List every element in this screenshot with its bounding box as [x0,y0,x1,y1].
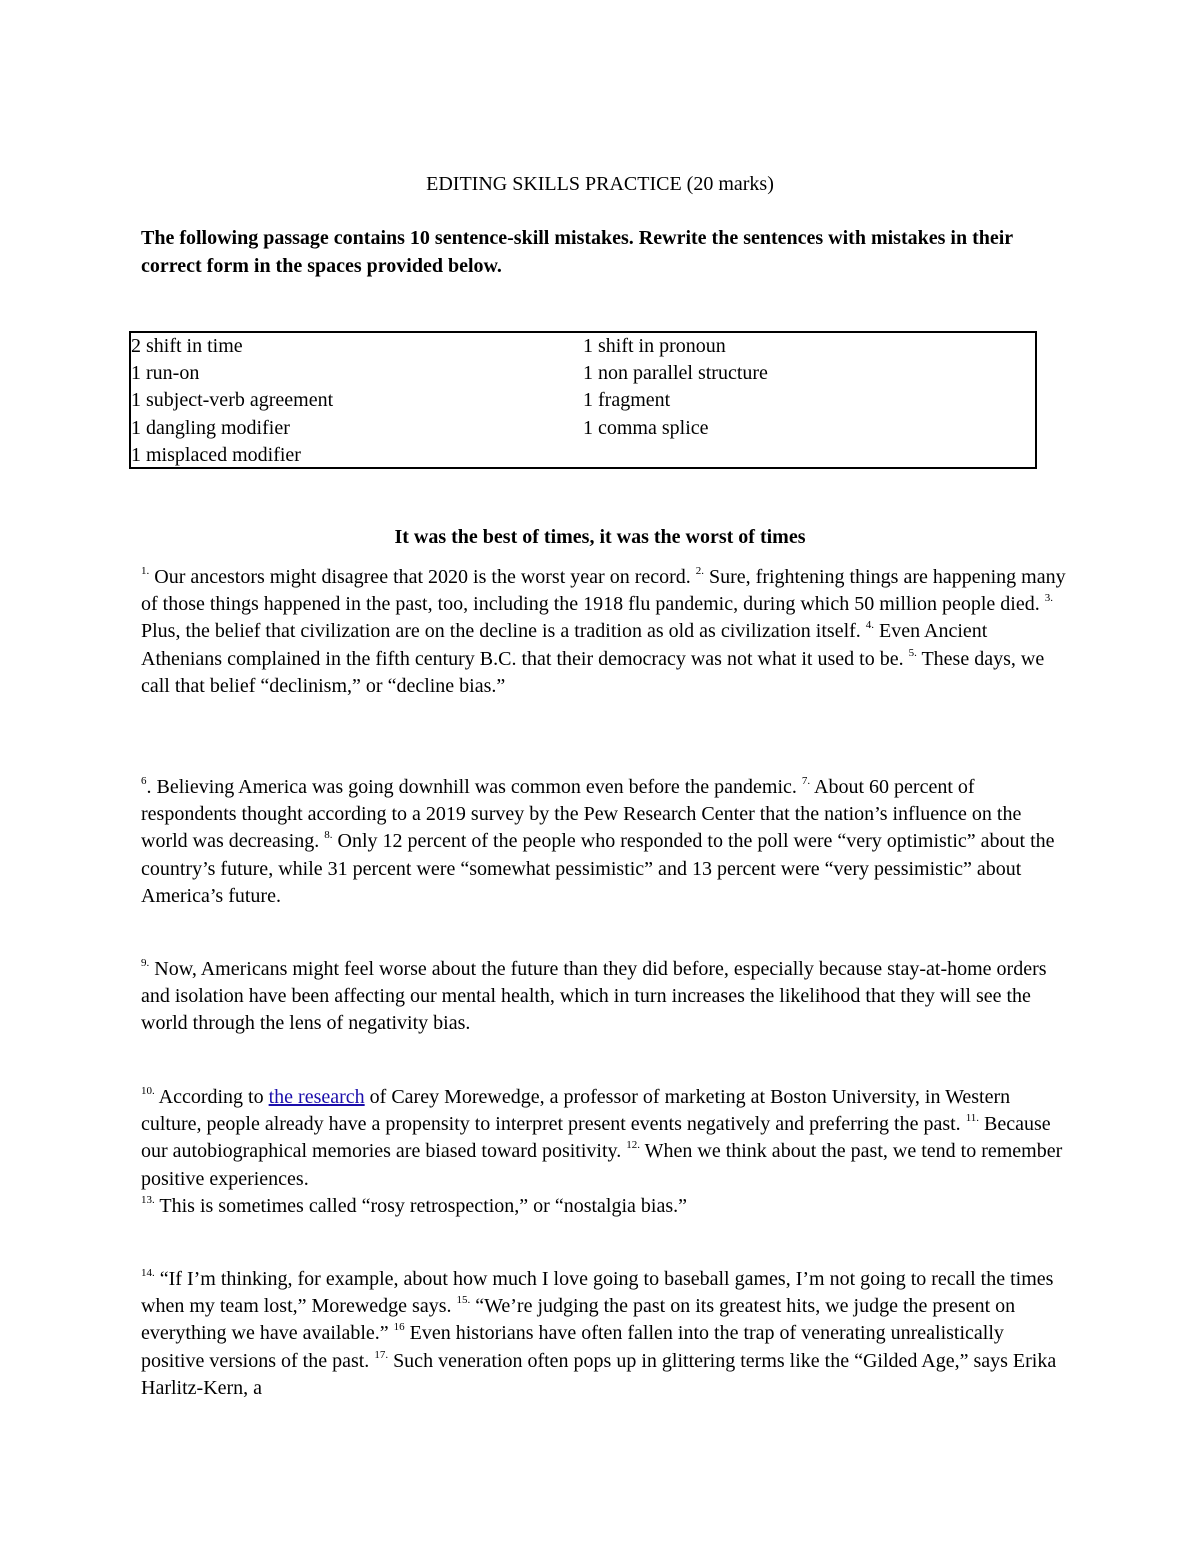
sentence: Only 12 percent of the people who responded to the poll were “very optimistic” about the country’s future, while 31 percent were “somewhat pessimistic” and 13 percent were “very pessimistic” about America’s future. [141,830,1055,907]
mistake-list-right [583,333,768,442]
sentence-number: 14. [141,1267,155,1280]
sentence: These days, we call that belief “declinism,” or “decline bias.” [141,647,1045,697]
sentence: . Believing America was going downhill was common even before the pandemic. [146,776,802,798]
sentence-number: 4. [865,619,875,632]
sentence-number: 6 [141,775,147,788]
sentence-number: 7. [801,775,811,788]
paragraph-5 [141,1266,1066,1402]
sentence-number: 2. [695,565,705,578]
passage-title: It was the best of times, it was the worst of times [394,526,806,548]
sentence: This is sometimes called “rosy retrospection,” or “nostalgia bias.” [154,1194,688,1217]
sentence: Now, Americans might feel worse about the future than they did before, especially because stay-at-home orders and isolation have been affecting our mental health, which in turn increases the likelihood that they will see the world through the lens of negativity bias. [141,958,1047,1035]
sentence: Such veneration often pops up in glittering terms like the “Gilded Age,” says Erika Harlitz-Kern, a [141,1349,1057,1399]
mistake-item: 1 subject-verb agreement [131,389,334,412]
sentence: Even historians have often fallen into the trap of venerating unrealistically positive versions of the past. [141,1322,1004,1372]
sentence-number: 1. [141,565,150,578]
sentence: Because our autobiographical memories are biased toward positivity. [141,1113,1051,1163]
sentence: “If I’m thinking, for example, about how much I love going to baseball games, I’m not going to recall the times when my team lost,” Morewedge says. [141,1268,1054,1318]
paragraph-1 [141,564,1066,700]
mistake-item: 1 dangling modifier [131,416,290,439]
sentence-number: 5. [908,646,917,659]
mistake-item: 1 fragment [583,389,671,412]
mistake-item: 1 run-on [131,362,200,385]
sentence-number: 12. [626,1139,640,1152]
sentence: According to [154,1086,269,1108]
sentence: Even Ancient Athenians complained in the fifth century B.C. that their democracy was not what it used to be. [141,620,988,670]
sentence-number: 13. [141,1194,155,1207]
sentence-number: 10. [141,1085,155,1098]
sentence: Our ancestors might disagree that 2020 is the worst year on record. [149,566,696,588]
research-link[interactable]: the research [268,1086,365,1108]
mistake-item: 1 shift in pronoun [583,335,726,357]
sentence-number: 3. [1044,592,1053,605]
mistake-item: 2 shift in time [131,335,243,357]
page-title: EDITING SKILLS PRACTICE (20 marks) [426,173,774,195]
sentence: “We’re judging the past on its greatest hits, we judge the present on everything we have available.” [141,1295,1016,1345]
instructions: The following passage contains 10 sentence-skill mistakes. Rewrite the sentences with mistakes in their correct form in the spaces provided below. [141,227,1013,277]
sentence-number: 16 [393,1321,405,1334]
sentence-number: 8. [324,829,333,842]
sentence-number: 9. [141,957,150,970]
paragraph-4 [141,1084,1066,1220]
mistake-item: 1 non parallel structure [583,362,768,385]
mistake-list-left [131,333,333,469]
paragraph-3 [141,956,1066,1038]
sentence: of Carey Morewedge, a professor of marketing at Boston University, in Western culture, people already have a propensity to interpret present events negatively and preferring the past. [141,1086,1011,1136]
sentence: Plus, the belief that civilization are on the decline is a tradition as old as civilization itself. [141,620,866,643]
sentence-number: 11. [965,1112,980,1125]
sentence: Sure, frightening things are happening many of those things happened in the past, too, including the 1918 flu pandemic, during which 50 million people died. [141,566,1066,616]
sentence-number: 17. [374,1348,389,1361]
mistake-item: 1 comma splice [583,416,709,439]
sentence: About 60 percent of respondents thought according to a 2019 survey by the Pew Research Center that the nation’s influence on the world was decreasing. [141,776,1022,853]
mistake-list-box [129,331,1037,469]
paragraph-2 [141,774,1066,910]
sentence-number: 15. [456,1294,471,1307]
mistake-item: 1 misplaced modifier [131,443,301,466]
sentence: When we think about the past, we tend to remember positive experiences. [141,1140,1063,1190]
